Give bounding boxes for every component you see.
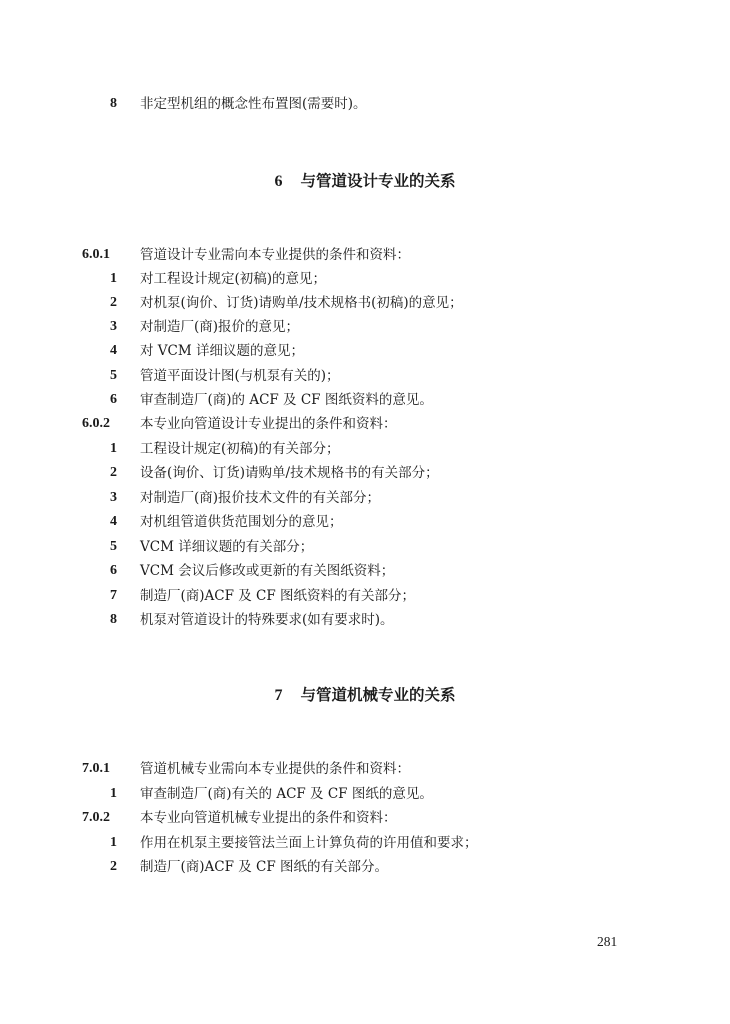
section-title: 与管道机械专业的关系 (300, 686, 456, 704)
item-number: 1 (110, 786, 117, 801)
list-item (0, 535, 730, 559)
section-number: 6 (274, 173, 283, 190)
item-text: 制造厂(商)ACF 及 CF 图纸资料的有关部分； (140, 588, 416, 604)
item-number: 4 (110, 343, 117, 358)
item-number: 2 (110, 465, 117, 480)
clause-number: 7.0.2 (82, 810, 110, 825)
list-item (0, 584, 730, 608)
section-title: 与管道设计专业的关系 (300, 172, 456, 190)
clause-number: 6.0.2 (82, 416, 110, 431)
item-text: 对制造厂(商)报价的意见； (140, 319, 300, 335)
item-number: 5 (110, 539, 117, 554)
section-heading (0, 682, 730, 708)
clause (0, 243, 730, 267)
item-number: 2 (110, 295, 117, 310)
item-text: 审查制造厂(商)有关的 ACF 及 CF 图纸的意见。 (140, 786, 433, 802)
list-item (0, 437, 730, 461)
clause-text: 本专业向管道设计专业提出的条件和资料： (140, 416, 397, 432)
list-item (0, 559, 730, 583)
list-item (0, 486, 730, 510)
item-text: 对 VCM 详细议题的意见； (140, 343, 304, 359)
item-number: 7 (110, 588, 117, 603)
item-text: 对机组管道供货范围划分的意见； (140, 514, 343, 530)
item-text: 非定型机组的概念性布置图(需要时)。 (140, 96, 367, 112)
item-number: 8 (110, 96, 117, 111)
item-text: 对制造厂(商)报价技术文件的有关部分； (140, 490, 381, 506)
item-number: 1 (110, 441, 117, 456)
clause-text: 管道机械专业需向本专业提供的条件和资料： (140, 761, 410, 777)
list-item (0, 855, 730, 879)
item-number: 6 (110, 392, 117, 407)
list-item (0, 782, 730, 806)
item-text: 工程设计规定(初稿)的有关部分； (140, 441, 340, 457)
clause-number: 6.0.1 (82, 247, 110, 262)
list-item (0, 315, 730, 339)
page-number: 281 (597, 934, 618, 949)
clause-text: 本专业向管道机械专业提出的条件和资料： (140, 810, 397, 826)
item-number: 4 (110, 514, 117, 529)
item-text: 对工程设计规定(初稿)的意见； (140, 271, 327, 287)
clause (0, 412, 730, 436)
list-item (0, 92, 730, 116)
section-heading (0, 168, 730, 194)
item-text: 制造厂(商)ACF 及 CF 图纸的有关部分。 (140, 859, 389, 875)
item-number: 5 (110, 368, 117, 383)
list-item (0, 291, 730, 315)
clause (0, 806, 730, 830)
item-number: 6 (110, 563, 117, 578)
item-number: 2 (110, 859, 117, 874)
item-text: VCM 详细议题的有关部分； (140, 539, 314, 555)
item-text: 作用在机泵主要接管法兰面上计算负荷的许用值和要求； (140, 835, 478, 851)
item-number: 1 (110, 271, 117, 286)
list-item (0, 510, 730, 534)
item-text: 对机泵(询价、订货)请购单/技术规格书(初稿)的意见； (140, 295, 463, 311)
list-item (0, 388, 730, 412)
item-number: 1 (110, 835, 117, 850)
list-item (0, 461, 730, 485)
clause-text: 管道设计专业需向本专业提供的条件和资料： (140, 247, 410, 263)
item-text: 机泵对管道设计的特殊要求(如有要求时)。 (140, 612, 394, 628)
item-text: 管道平面设计图(与机泵有关的)； (140, 368, 340, 384)
list-item (0, 364, 730, 388)
list-item (0, 267, 730, 291)
list-item (0, 339, 730, 363)
item-text: 设备(询价、订货)请购单/技术规格书的有关部分； (140, 465, 439, 481)
section-number: 7 (274, 687, 283, 704)
item-text: VCM 会议后修改或更新的有关图纸资料； (140, 563, 395, 579)
item-number: 3 (110, 490, 117, 505)
clause (0, 757, 730, 781)
list-item (0, 608, 730, 632)
clause-number: 7.0.1 (82, 761, 110, 776)
list-item (0, 831, 730, 855)
item-text: 审查制造厂(商)的 ACF 及 CF 图纸资料的意见。 (140, 392, 433, 408)
item-number: 3 (110, 319, 117, 334)
item-number: 8 (110, 612, 117, 627)
